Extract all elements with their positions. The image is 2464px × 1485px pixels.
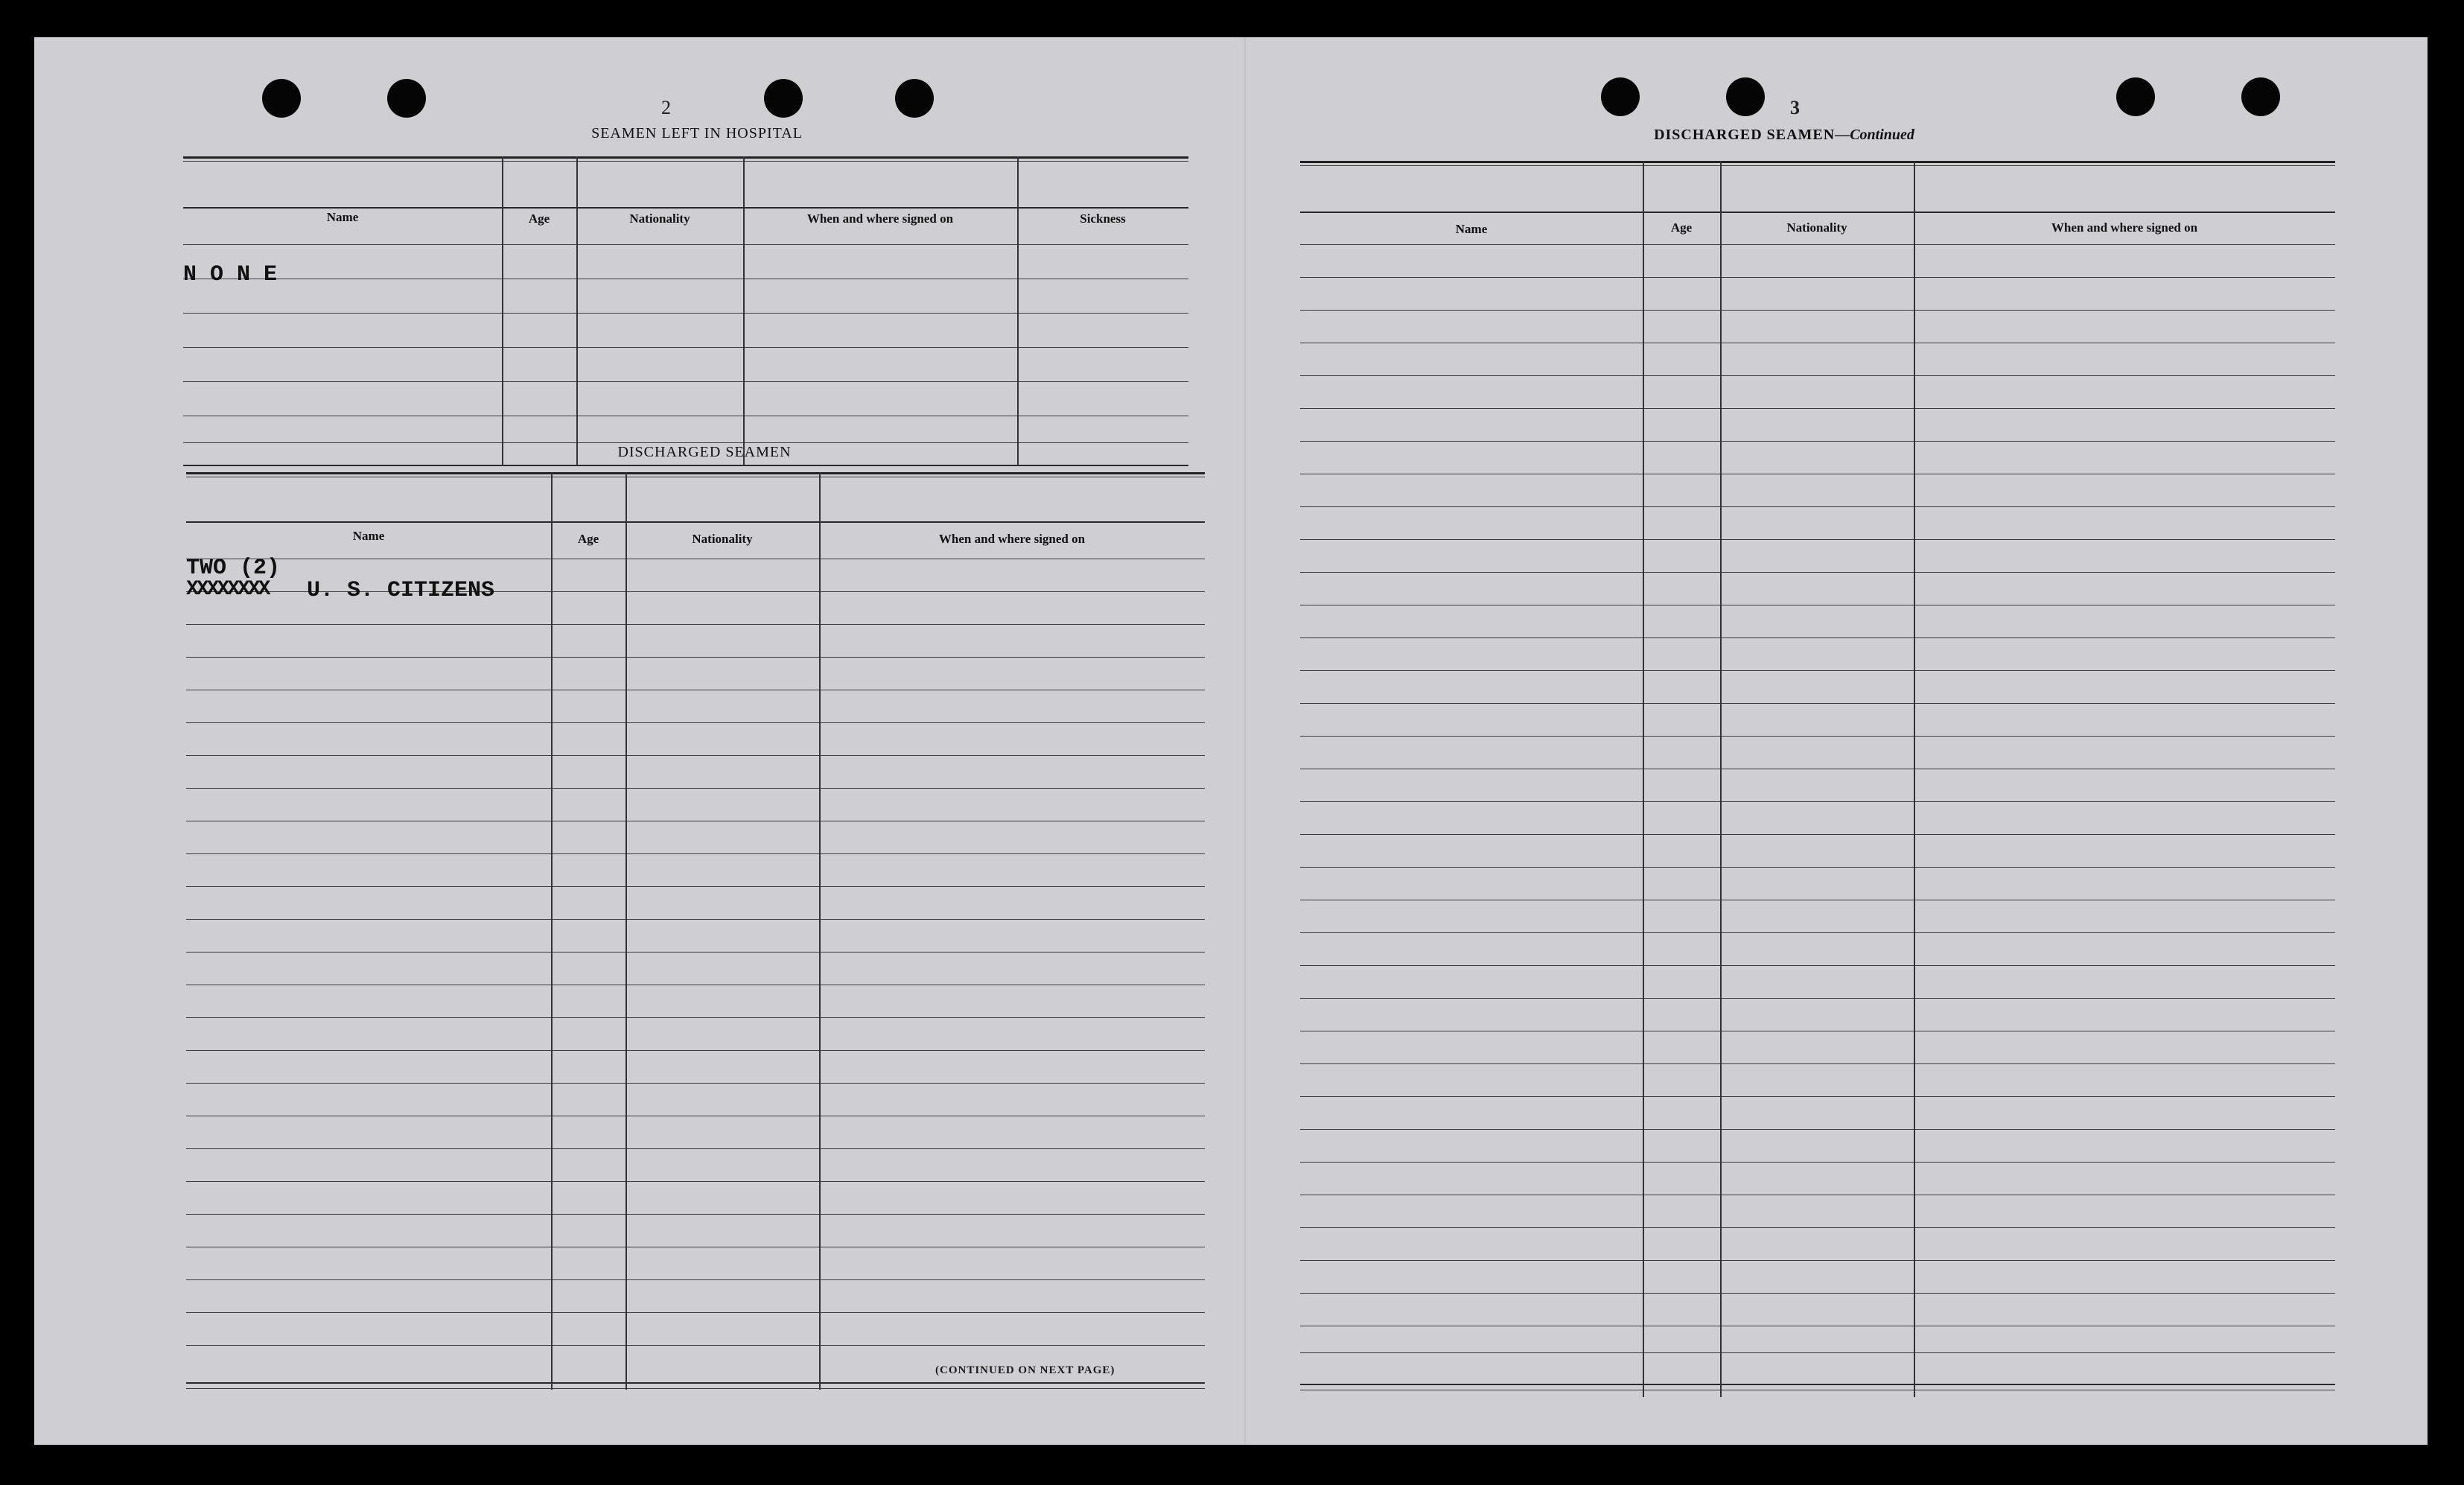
punch-hole xyxy=(262,79,301,118)
hospital-entry: N O N E xyxy=(183,262,278,287)
punch-hole xyxy=(764,79,803,118)
punch-hole xyxy=(1601,77,1640,116)
continued-note: (CONTINUED ON NEXT PAGE) xyxy=(935,1364,1115,1376)
discharged-table-right xyxy=(1300,161,2335,1397)
hospital-table xyxy=(183,156,1188,466)
discharged-section-title: DISCHARGED SEAMEN xyxy=(617,444,792,460)
col-header-signed-on: When and where signed on xyxy=(938,532,1086,546)
col-header-age: Age xyxy=(577,532,599,546)
col-header-nationality: Nationality xyxy=(1786,220,1847,235)
col-header-sickness: Sickness xyxy=(1080,212,1126,226)
col-header-name: Name xyxy=(352,529,385,543)
punch-hole xyxy=(387,79,426,118)
discharged-entry-strikeout: XXXXXXXX xyxy=(186,578,269,601)
col-header-nationality: Nationality xyxy=(629,212,690,226)
discharged-continued-main: DISCHARGED SEAMEN xyxy=(1654,127,1836,143)
punch-hole xyxy=(2241,77,2280,116)
punch-hole xyxy=(1726,77,1765,116)
hospital-section-title: SEAMEN LEFT IN HOSPITAL xyxy=(591,125,803,141)
col-header-name: Name xyxy=(1455,222,1488,236)
discharged-continued-suffix: —Continued xyxy=(1835,127,1914,143)
col-header-signed-on: When and where signed on xyxy=(2051,220,2198,235)
punch-hole xyxy=(895,79,934,118)
discharged-table-left xyxy=(186,472,1205,1390)
document-sheet xyxy=(34,37,2428,1445)
discharged-continued-title xyxy=(1598,127,1970,144)
col-header-signed-on: When and where signed on xyxy=(806,212,954,226)
page-fold xyxy=(1244,37,1246,1445)
punch-hole xyxy=(2116,77,2155,116)
col-header-nationality: Nationality xyxy=(692,532,753,546)
discharged-entry-count: TWO (2) xyxy=(186,556,281,581)
discharged-entry-citizens: U. S. CITIZENS xyxy=(307,578,495,603)
col-header-age: Age xyxy=(528,212,550,226)
col-header-age: Age xyxy=(1670,220,1693,235)
col-header-name: Name xyxy=(326,210,359,224)
page-number-right: 3 xyxy=(1790,97,1800,118)
page-number-left: 2 xyxy=(661,97,671,118)
